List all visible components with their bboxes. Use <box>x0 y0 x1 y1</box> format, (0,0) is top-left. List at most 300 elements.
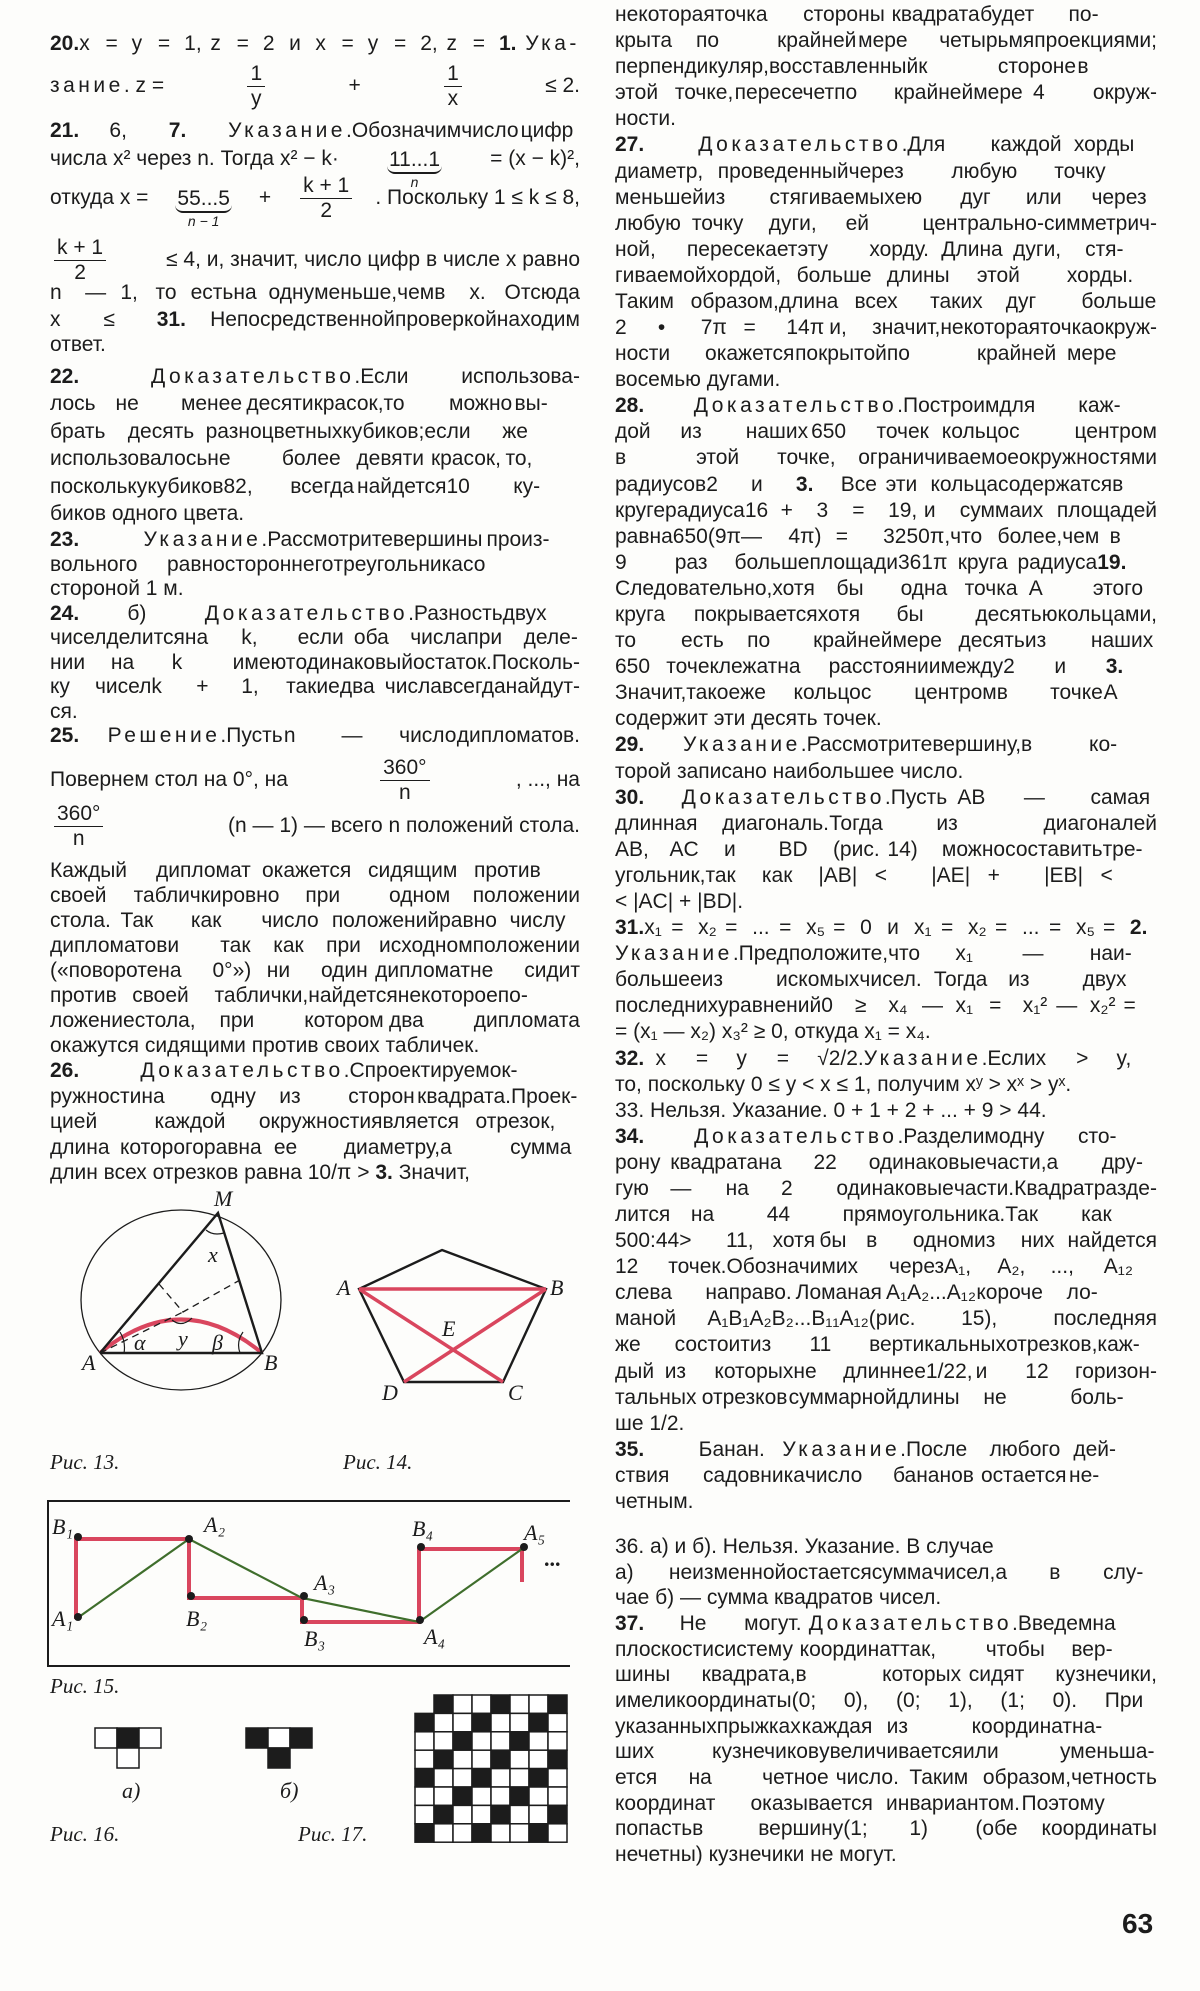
word: = <box>1102 916 1116 940</box>
word: < <box>1100 863 1113 887</box>
cell-black <box>290 1728 312 1748</box>
word: После <box>906 1437 968 1461</box>
word: = <box>779 916 792 940</box>
word: самая <box>1090 785 1151 809</box>
word: n <box>283 724 296 747</box>
word: образом, <box>982 1766 1072 1789</box>
word: на <box>690 1203 715 1227</box>
word: можно <box>941 837 1006 861</box>
word: Спроектируем <box>349 1059 490 1082</box>
word: окажется <box>705 342 795 366</box>
word: = <box>833 916 846 940</box>
word: Ломаная <box>795 1281 882 1305</box>
word: AB <box>957 785 986 809</box>
word: стороне <box>997 55 1077 79</box>
text-line <box>615 1791 1157 1817</box>
word: равно <box>439 909 497 932</box>
word: 650(9π <box>672 524 741 548</box>
word: y <box>367 32 379 55</box>
word: Таким <box>909 1766 969 1789</box>
word: = <box>995 916 1008 940</box>
word: рону <box>615 1150 661 1174</box>
board-cell-black <box>472 1713 491 1731</box>
word: не <box>207 447 231 470</box>
word: = <box>743 316 756 340</box>
word: y <box>736 1046 747 1070</box>
word: координаты <box>676 1689 792 1712</box>
text-line <box>615 1714 1157 1740</box>
word: кольцами, <box>1057 603 1158 627</box>
word: искомых <box>776 968 860 992</box>
word: со <box>462 553 486 576</box>
word: — <box>921 994 943 1018</box>
word: же <box>740 681 766 705</box>
word: 0 <box>821 994 833 1018</box>
word: < <box>874 863 888 887</box>
text-segment: = (x − k)², <box>490 147 580 170</box>
caption-fig13: Рис. 13. <box>50 1450 120 1474</box>
word: точке <box>1050 681 1103 705</box>
word: их <box>835 1255 859 1279</box>
word: 34. <box>615 1124 645 1148</box>
cell-white <box>139 1728 161 1748</box>
board-cell-black <box>491 1750 510 1768</box>
word: восставленный <box>768 55 919 79</box>
word: Отсюда <box>504 281 580 304</box>
word: хотя <box>817 603 861 627</box>
word: из <box>680 420 702 444</box>
word: мере <box>892 629 942 653</box>
word: оба <box>353 626 389 649</box>
word: = <box>472 32 485 55</box>
board-cell-white <box>434 1824 453 1842</box>
word: не <box>115 392 139 415</box>
word: 2 <box>706 472 718 496</box>
board-cell-black <box>529 1713 548 1731</box>
word: 3 <box>816 498 829 522</box>
word: одинаковый <box>295 651 413 674</box>
word: этой <box>976 263 1020 287</box>
word: дой <box>615 420 651 444</box>
word: Доказательство . <box>693 394 903 418</box>
word: использова- <box>461 365 580 388</box>
word: имели <box>615 1689 677 1712</box>
word: Доказательство . <box>151 365 361 388</box>
word: состоит <box>674 1333 750 1357</box>
cell-white <box>117 1748 139 1768</box>
word: два <box>339 675 375 698</box>
word: стороны <box>803 3 885 26</box>
word: z <box>446 32 457 55</box>
label-m: M <box>214 1186 233 1211</box>
word: таблички <box>133 884 222 907</box>
word: 14) <box>887 837 918 861</box>
word: и <box>887 916 899 940</box>
word: Если <box>987 1046 1036 1070</box>
ellipsis: ... <box>544 1546 561 1571</box>
word: 9 <box>615 550 627 574</box>
word: на <box>158 959 182 982</box>
word: x. <box>469 281 486 304</box>
word: число <box>261 909 319 932</box>
word: ее <box>273 1136 298 1159</box>
word: на <box>1092 1612 1116 1635</box>
dashed-bisectors <box>159 1280 240 1312</box>
word: цифр <box>520 119 574 142</box>
word: Разность <box>413 602 503 625</box>
word: длина <box>50 1136 110 1159</box>
word: точку <box>691 211 744 235</box>
word: для <box>999 394 1036 418</box>
word: Доказательство . <box>681 785 891 809</box>
label-b: B <box>264 1350 278 1375</box>
word: x <box>315 32 326 55</box>
word: с <box>860 681 872 705</box>
word: меньше, <box>314 281 398 304</box>
word: 10 <box>446 475 470 498</box>
word: на <box>233 281 257 304</box>
word: через <box>1091 185 1147 209</box>
word: Для <box>907 133 946 157</box>
word: + <box>196 675 209 698</box>
word: 7. <box>168 119 187 142</box>
word: некоторая <box>615 3 715 26</box>
word: = <box>1048 916 1062 940</box>
word: Проек- <box>511 1085 578 1108</box>
word: (1; <box>1000 1689 1025 1712</box>
word: угольник, <box>615 863 706 887</box>
word: любого <box>989 1437 1061 1461</box>
word: чисел <box>94 675 152 698</box>
word: + <box>780 498 793 522</box>
board-cell-white <box>453 1713 472 1731</box>
cell-black <box>246 1728 268 1748</box>
word: равностороннего <box>167 553 334 576</box>
word: использовалось <box>50 447 208 470</box>
word: более, <box>997 524 1063 548</box>
word: Доказательство . <box>698 133 908 157</box>
word: ни <box>266 959 291 982</box>
word: ≥ <box>854 994 867 1018</box>
word: координат <box>971 1714 1073 1738</box>
word: образом, <box>690 289 779 313</box>
word: 361π <box>897 550 948 574</box>
word: двух <box>502 602 547 625</box>
denominator: 2 <box>74 260 86 284</box>
line-text: ности. <box>615 107 676 131</box>
word: с <box>1009 420 1020 444</box>
word: хордой, <box>706 263 782 287</box>
word: Указание . <box>782 1437 906 1461</box>
word: и <box>167 934 180 957</box>
label-a5: A₅ <box>524 1520 546 1545</box>
word: ружности <box>50 1085 142 1108</box>
board-cell-black <box>453 1787 472 1805</box>
word: ок- <box>489 1059 518 1082</box>
word: проведенный <box>717 159 849 183</box>
word: ... <box>752 916 770 940</box>
word: Ука- <box>525 32 580 55</box>
word: ею <box>894 185 923 209</box>
word: расстоянии <box>828 655 941 679</box>
line-text: нечетны) кузнечики не могут. <box>615 1843 897 1866</box>
label-x: x <box>208 1242 218 1267</box>
word: 2 <box>615 316 627 340</box>
word: а) <box>615 1560 634 1584</box>
word: дипломатов. <box>456 724 580 747</box>
word: цией <box>50 1110 98 1133</box>
word: 1), <box>948 1689 973 1712</box>
word: Так <box>120 909 154 932</box>
text-segment: + <box>342 74 367 97</box>
word: радиуса <box>665 498 745 522</box>
word: Если <box>360 365 409 388</box>
word: их <box>1021 498 1044 522</box>
line-text: ше 1/2. <box>615 1411 685 1435</box>
word: через <box>848 159 904 183</box>
label-e: E <box>442 1316 456 1341</box>
word: большее <box>615 968 702 992</box>
word: Каждый <box>50 859 128 882</box>
word: координат <box>615 1791 716 1815</box>
word: таких <box>930 289 983 313</box>
word: если <box>424 420 471 443</box>
board-cell-white <box>434 1787 453 1805</box>
word: же <box>615 1333 641 1357</box>
word: лежат <box>718 655 778 679</box>
word: Указание . <box>682 733 807 757</box>
word: слева <box>615 1281 673 1305</box>
board-cell-black <box>548 1805 567 1823</box>
word: по <box>886 342 910 366</box>
word: 22. <box>50 365 80 388</box>
word: x₁ <box>955 942 973 966</box>
board-cell-white <box>453 1695 472 1713</box>
word: окружности <box>258 1110 372 1133</box>
word: которого <box>119 1136 204 1159</box>
word: диаметру, <box>343 1136 441 1159</box>
word: 11 <box>809 1333 832 1357</box>
board-cell-black <box>529 1824 548 1842</box>
word: из <box>886 1714 908 1738</box>
label-b1: B₁ <box>52 1514 74 1539</box>
word: лось <box>50 392 96 415</box>
word: = <box>776 1046 790 1070</box>
numerator: k + 1 <box>54 236 106 261</box>
word: = <box>671 916 684 940</box>
word: ется <box>615 1766 658 1789</box>
word: точек <box>666 655 719 679</box>
word: ≤ <box>103 308 115 331</box>
word: Введем <box>1017 1612 1093 1635</box>
word: 31. <box>156 308 186 331</box>
board-cell-white <box>529 1750 548 1768</box>
word: Доказательство . <box>694 1124 904 1148</box>
word: 6, <box>109 119 127 142</box>
word: сторон <box>348 1085 415 1108</box>
word: длиннее <box>843 1359 926 1383</box>
word: x₂ <box>968 916 987 940</box>
word: 3. <box>1105 655 1124 679</box>
word: x₁² <box>1022 994 1048 1018</box>
word: садовника <box>703 1463 805 1487</box>
word: дуги, <box>768 211 817 235</box>
word: круга <box>615 603 666 627</box>
word: плоскости <box>615 1637 714 1661</box>
board-cell-white <box>415 1750 434 1768</box>
text-line <box>615 1611 1157 1637</box>
word: своей <box>132 984 189 1007</box>
word: окруж- <box>1092 316 1157 340</box>
word: а <box>1046 1150 1059 1174</box>
text-line <box>615 1739 1157 1765</box>
word: из <box>936 811 958 835</box>
word: положении <box>472 884 580 907</box>
word: одинаковые <box>868 1150 987 1174</box>
word: 82, <box>223 475 253 498</box>
word: — <box>1023 785 1045 809</box>
word: если <box>297 626 344 649</box>
word: Указание . <box>143 528 268 551</box>
word: ших <box>615 1740 655 1764</box>
word: x₂ <box>698 916 717 940</box>
word: сидит <box>524 959 581 982</box>
cell-black <box>268 1748 290 1768</box>
text-line <box>615 1688 1157 1714</box>
word: любую <box>615 211 681 235</box>
text-segment: + <box>253 186 277 209</box>
word: найдется <box>1067 1229 1157 1253</box>
word: Разделим <box>903 1124 999 1148</box>
text-segment: зание. z = <box>50 74 170 97</box>
word: 0). <box>1052 1689 1078 1712</box>
word: квадрата. <box>417 1085 512 1108</box>
word: 3. <box>795 472 814 496</box>
text-segment: (n — 1) — всего n положений стола. <box>222 814 580 837</box>
board-cell-white <box>472 1695 491 1713</box>
word: уравнений <box>718 994 822 1018</box>
word: 4π) <box>788 524 822 548</box>
word: что <box>888 942 921 966</box>
word: не <box>983 1385 1007 1409</box>
word: стола, <box>134 1009 196 1032</box>
word: 7π <box>700 316 727 340</box>
word: (рис. <box>832 837 880 861</box>
word: по <box>747 629 771 653</box>
word: сумма <box>510 1136 572 1159</box>
board-cell-black <box>434 1750 453 1768</box>
board-cell-black <box>434 1695 453 1713</box>
word: девяти <box>356 447 424 470</box>
word: 2 <box>780 1176 793 1200</box>
word: каждой <box>154 1110 226 1133</box>
text-line <box>615 1662 1157 1688</box>
green-broken-line <box>76 1539 522 1622</box>
word: из <box>749 1333 772 1357</box>
word: а <box>440 1136 452 1159</box>
word: каждой <box>990 133 1062 157</box>
word: круге <box>615 498 666 522</box>
denominator: y <box>251 86 262 110</box>
word: A₂, <box>997 1255 1026 1279</box>
word: так <box>705 863 736 887</box>
board-cell-black <box>434 1805 453 1823</box>
word: дый <box>615 1359 655 1383</box>
word: менее <box>180 392 243 415</box>
word: направо. <box>705 1281 792 1305</box>
line-text: то, поскольку 0 ≤ y < x ≤ 1, получим xʸ > xˣ > yˣ. <box>615 1072 1072 1096</box>
word: горизон- <box>1075 1359 1157 1383</box>
word: по- <box>1068 3 1099 26</box>
word: которых <box>714 1359 794 1383</box>
word: центром <box>914 681 997 705</box>
word: чем <box>1062 524 1100 548</box>
word: — <box>670 1176 692 1200</box>
line-text: содержит эти десять точек. <box>615 707 882 731</box>
word: бы <box>836 576 864 600</box>
word: A₁A₂...A₁₂ <box>885 1281 976 1305</box>
board-cell-white <box>510 1750 529 1768</box>
word: составить <box>1005 837 1103 861</box>
word: прямоугольника. <box>842 1203 1006 1227</box>
word: оказывается <box>750 1791 873 1815</box>
word: инвариантом. <box>886 1791 1020 1815</box>
word: нии <box>50 651 86 674</box>
word: мере <box>973 81 1023 105</box>
denominator: n <box>72 826 85 850</box>
page-number: 63 <box>1122 1908 1154 1939</box>
word: A <box>1103 681 1118 705</box>
word: |AE| <box>931 863 971 887</box>
text-line <box>615 1585 1157 1611</box>
word: тальных <box>615 1385 697 1409</box>
board-cell-white <box>472 1787 491 1805</box>
word: 0), <box>843 1689 869 1712</box>
word: x₅ <box>1075 916 1095 940</box>
word: длина <box>778 289 839 313</box>
word: по <box>834 81 858 105</box>
word: Непосредственной <box>210 308 395 331</box>
label-b4: B₄ <box>412 1516 434 1541</box>
word: 1. <box>498 32 517 55</box>
word: каждая <box>801 1714 873 1738</box>
word: 28. <box>615 394 645 418</box>
word: каж- <box>1078 394 1121 418</box>
board-cell-black <box>415 1713 434 1731</box>
word: треугольника <box>333 553 463 576</box>
word: то <box>615 629 637 653</box>
word: хорду. <box>869 237 929 261</box>
text-segment: откуда x = <box>50 186 155 209</box>
board-cell-white <box>415 1805 434 1823</box>
red-broken-line <box>76 1539 522 1622</box>
text-line <box>615 1560 1157 1586</box>
word: и <box>751 472 763 496</box>
word: 44 <box>766 1203 791 1227</box>
word: 21. <box>50 119 80 142</box>
label-d: D <box>382 1380 398 1405</box>
denominator: n <box>398 780 411 804</box>
denominator: 2 <box>320 198 333 222</box>
word: x₅ <box>806 916 826 940</box>
word: крайней <box>813 629 893 653</box>
word: неизменной <box>668 1560 787 1584</box>
word: = <box>852 498 865 522</box>
word: круга <box>957 550 1008 574</box>
word: при <box>219 1009 255 1032</box>
word: 12 <box>615 1255 639 1279</box>
word: делится <box>106 626 185 649</box>
